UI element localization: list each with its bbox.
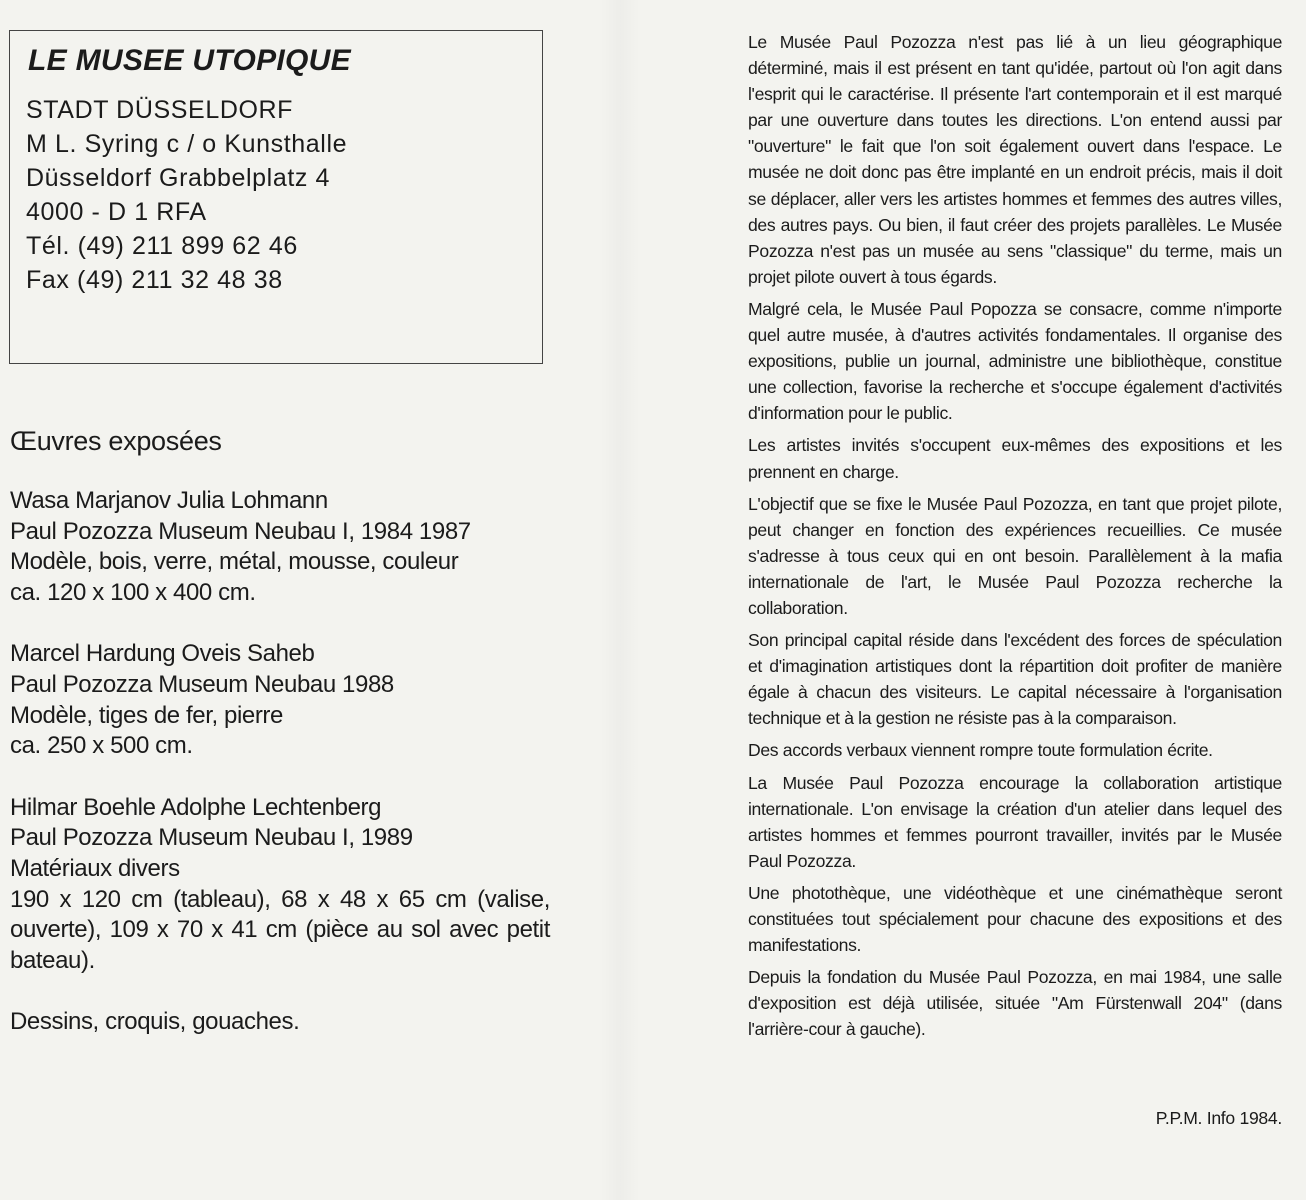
address-box <box>9 30 543 364</box>
address-contact: M L. Syring c / o Kunsthalle <box>26 130 348 158</box>
address-city: STADT DÜSSELDORF <box>26 96 294 124</box>
work-materials: Modèle, bois, verre, métal, mousse, couleur <box>10 548 459 576</box>
work-entry <box>10 1007 550 1038</box>
work-artists: Wasa Marjanov Julia Lohmann <box>10 487 328 514</box>
paragraph: Les artistes invités s'occupent eux-mêmes des expositions et les prennent en charge. <box>748 435 1282 482</box>
address-fax: Fax (49) 211 32 48 38 <box>26 266 283 294</box>
work-note: Dessins, croquis, gouaches. <box>10 1008 300 1036</box>
work-project: Paul Pozozza Museum Neubau I, 1989 <box>10 824 413 852</box>
work-artists: Hilmar Boehle Adolphe Lechtenberg <box>10 793 382 821</box>
work-entry <box>10 639 550 761</box>
paragraph: L'objectif que se fixe le Musée Paul Pozozza, en tant que projet pilote, peut changer en fonction des expériences recueillies. Ce musée s'adresse à tous ceux qui en ont besoin. Parallèlement à la mafia internationale de l'art, le Musée Paul Pozozza recherche la collaboration. <box>748 493 1282 618</box>
work-project: Paul Pozozza Museum Neubau 1988 <box>10 670 394 698</box>
work-entry <box>10 486 550 608</box>
museum-description <box>748 29 1282 1048</box>
address-phone: Tél. (49) 211 899 62 46 <box>26 232 298 260</box>
paragraph: La Musée Paul Pozozza encourage la collaboration artistique internationale. L'on envisage la création d'un atelier dans lequel des artistes hommes et femmes pourront travailler, invités par le Musée Paul Pozozza. <box>748 772 1282 871</box>
address-street: Düsseldorf Grabbelplatz 4 <box>26 164 331 192</box>
work-materials: Modèle, tiges de fer, pierre <box>10 701 283 729</box>
paragraph: Le Musée Paul Pozozza n'est pas lié à un lieu géographique déterminé, mais il est présent en tant qu'idée, partout où l'on agit dans l'esprit qui le caractérise. Il présente l'art contemporain et il est marqué par une ouverture dans toutes les directions. L'on entend aussi par "ouverture" le fait que l'on soit également ouvert dans l'espace. Le musée ne doit donc pas être implanté en un endroit précis, mais il doit se déplacer, aller vers les artistes hommes et femmes des autres villes, des autres pays. Ou bien, il faut créer des projets parallèles. Le Musée Pozozza n'est pas un musée au sens "classique" du terme, mais un projet pilote ouvert à tous égards. <box>748 32 1282 287</box>
museum-title: LE MUSEE UTOPIQUE <box>28 44 351 77</box>
signature: P.P.M. Info 1984. <box>1155 1108 1282 1128</box>
exhibited-works <box>10 424 550 1069</box>
page-fold-shadow <box>600 0 640 1200</box>
paragraph: Son principal capital réside dans l'excédent des forces de spéculation et d'imagination artistiques dont la répartition doit profiter de manière égale à chacun des visiteurs. Le capital nécessaire à l'organisation technique et à la gestion ne résiste pas à la comparaison. <box>748 630 1282 729</box>
work-entry <box>10 793 550 977</box>
works-heading: Œuvres exposées <box>10 426 222 456</box>
address-postcode: 4000 - D 1 RFA <box>26 198 207 226</box>
work-materials: Matériaux divers <box>10 854 180 882</box>
paragraph: Depuis la fondation du Musée Paul Pozozza, en mai 1984, une salle d'exposition est déjà utilisée, située "Am Fürstenwall 204" (dans l'arrière-cour à gauche). <box>748 967 1282 1040</box>
work-dimensions: ca. 250 x 500 cm. <box>10 732 193 760</box>
work-dimensions: 190 x 120 cm (tableau), 68 x 48 x 65 cm (valise, ouverte), 109 x 70 x 41 cm (pièce au sol avec petit bateau). <box>10 885 550 974</box>
paragraph: Des accords verbaux viennent rompre toute formulation écrite. <box>748 740 1213 761</box>
work-project: Paul Pozozza Museum Neubau I, 1984 1987 <box>10 517 471 545</box>
work-dimensions: ca. 120 x 100 x 400 cm. <box>10 578 256 606</box>
paragraph: Une photothèque, une vidéothèque et une cinémathèque seront constituées tout spécialement pour chacune des expositions et des manifestations. <box>748 882 1282 956</box>
paragraph: Malgré cela, le Musée Paul Popozza se consacre, comme n'importe quel autre musée, à d'autres activités fondamentales. Il organise des expositions, publie un journal, administre une bibliothèque, constitue une collection, favorise la recherche et s'occupe également d'activités d'information pour le public. <box>748 298 1282 424</box>
work-artists: Marcel Hardung Oveis Saheb <box>10 640 315 668</box>
